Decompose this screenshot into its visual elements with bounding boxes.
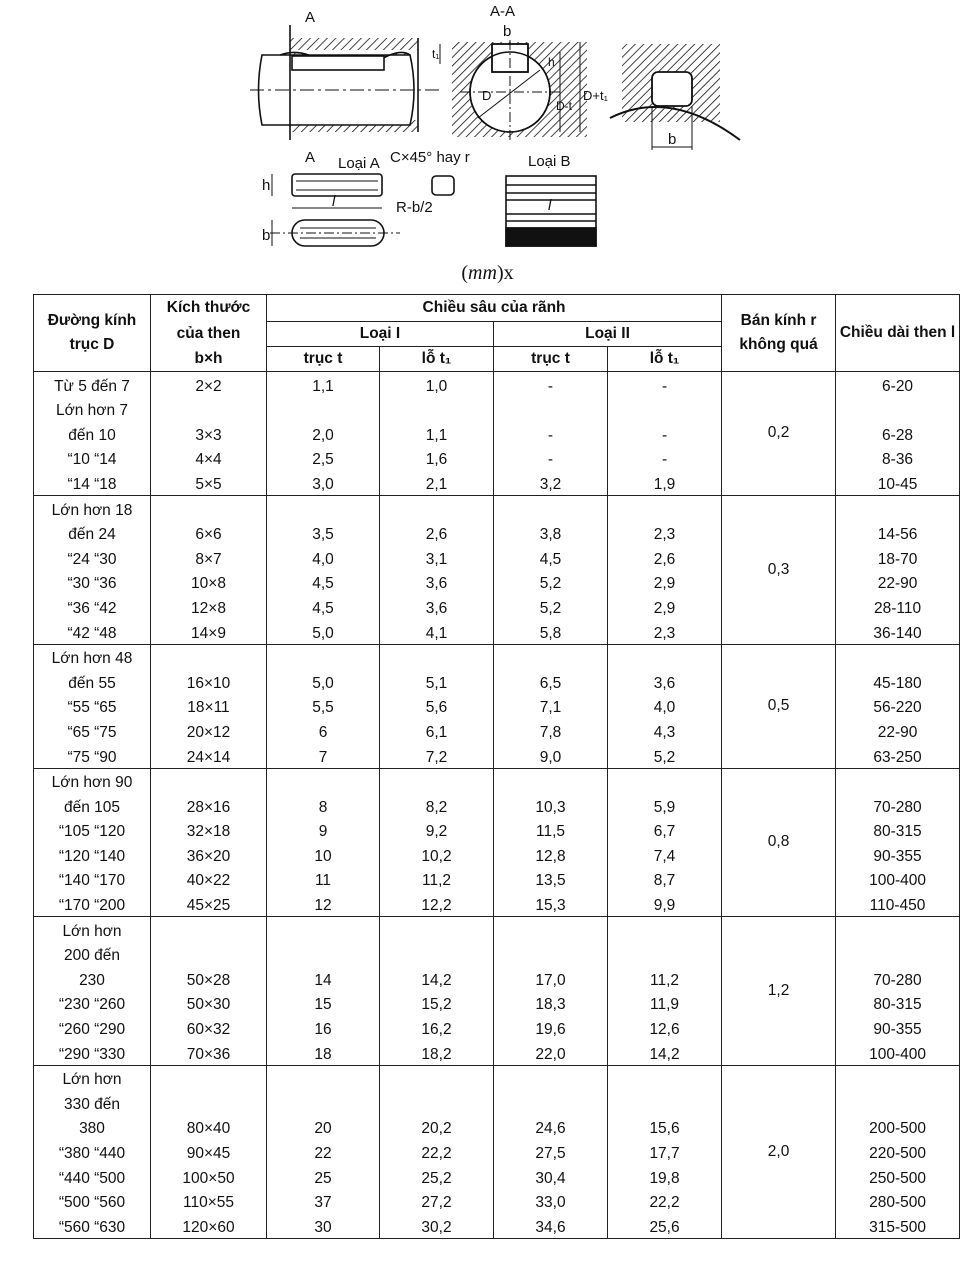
- cell-length: 18-70: [836, 545, 960, 570]
- cell-t2: 24,6: [494, 1115, 608, 1140]
- cell-t12: 8,7: [608, 867, 722, 892]
- row-group: [34, 1065, 960, 1238]
- cell-bh: [151, 1090, 267, 1115]
- cell-t12: -: [608, 421, 722, 446]
- cell-bh: [151, 495, 267, 520]
- table-row: [34, 372, 960, 397]
- cell-t2: [494, 397, 608, 422]
- label-b3: b: [668, 131, 677, 148]
- cell-bh: [151, 644, 267, 669]
- cell-t2: [494, 644, 608, 669]
- row-group: [34, 917, 960, 1066]
- cell-t: 6: [267, 718, 380, 743]
- cell-length: 6-28: [836, 421, 960, 446]
- cell-t2: 5,2: [494, 570, 608, 595]
- table-row: [34, 768, 960, 793]
- cell-length: [836, 1065, 960, 1090]
- cell-bh: 10×8: [151, 570, 267, 595]
- label-type-a: Loại A: [338, 155, 380, 172]
- cell-t2: [494, 1065, 608, 1090]
- header-depth: Chiều sâu của rãnh: [267, 295, 722, 322]
- label-b: b: [503, 23, 512, 40]
- cell-t: 2,0: [267, 421, 380, 446]
- cell-t: [267, 397, 380, 422]
- cell-bh: 5×5: [151, 470, 267, 495]
- cell-length: 90-355: [836, 842, 960, 867]
- cell-length: 100-400: [836, 867, 960, 892]
- cell-t: [267, 942, 380, 967]
- label-l2: l: [548, 197, 552, 214]
- cell-d: “560 “630: [34, 1213, 151, 1238]
- cell-length: 14-56: [836, 521, 960, 546]
- cell-t2: 10,3: [494, 793, 608, 818]
- cell-d: 230: [34, 966, 151, 991]
- cell-bh: 32×18: [151, 818, 267, 843]
- cell-t: [267, 495, 380, 520]
- cell-t2: 19,6: [494, 1015, 608, 1040]
- cell-t1: 10,2: [380, 842, 494, 867]
- cell-t12: [608, 942, 722, 967]
- cell-length: 200-500: [836, 1115, 960, 1140]
- header-diameter: Đường kính trục D: [34, 295, 151, 372]
- cell-t2: 27,5: [494, 1139, 608, 1164]
- cell-t12: 11,9: [608, 991, 722, 1016]
- cell-t: [267, 644, 380, 669]
- table-row: [34, 644, 960, 669]
- cell-d: “65 “75: [34, 718, 151, 743]
- cell-t12: 22,2: [608, 1189, 722, 1214]
- cell-d: “380 “440: [34, 1139, 151, 1164]
- cell-bh: [151, 397, 267, 422]
- cell-t1: 2,1: [380, 470, 494, 495]
- cell-t2: 3,2: [494, 470, 608, 495]
- cell-length: 22-90: [836, 570, 960, 595]
- cell-t: 22: [267, 1139, 380, 1164]
- cell-length: [836, 397, 960, 422]
- cell-t12: [608, 768, 722, 793]
- cell-t1: 2,6: [380, 521, 494, 546]
- cell-t1: [380, 917, 494, 942]
- cell-length: 56-220: [836, 694, 960, 719]
- cell-t: [267, 1065, 380, 1090]
- cell-t12: -: [608, 446, 722, 471]
- cell-t1: 3,6: [380, 594, 494, 619]
- cell-bh: 4×4: [151, 446, 267, 471]
- cell-bh: 120×60: [151, 1213, 267, 1238]
- cell-t: 10: [267, 842, 380, 867]
- cell-length: [836, 1090, 960, 1115]
- cell-t12: 25,6: [608, 1213, 722, 1238]
- cell-t12: [608, 1090, 722, 1115]
- row-group: [34, 495, 960, 644]
- cell-t: 4,5: [267, 570, 380, 595]
- cell-t1: 7,2: [380, 743, 494, 768]
- cell-t2: 12,8: [494, 842, 608, 867]
- header-shaft: trục t: [267, 347, 380, 372]
- cell-t2: -: [494, 421, 608, 446]
- cell-bh: 70×36: [151, 1040, 267, 1065]
- cell-t12: 5,2: [608, 743, 722, 768]
- cell-t1: [380, 1090, 494, 1115]
- cell-d: Lớn hơn: [34, 917, 151, 942]
- cell-t2: [494, 942, 608, 967]
- cell-t1: 11,2: [380, 867, 494, 892]
- cell-t: 4,0: [267, 545, 380, 570]
- cell-bh: 36×20: [151, 842, 267, 867]
- cell-radius: 0,2: [722, 372, 836, 496]
- header-radius: Bán kính r không quá: [722, 295, 836, 372]
- cell-t2: 7,1: [494, 694, 608, 719]
- cell-t12: 6,7: [608, 818, 722, 843]
- row-group: [34, 644, 960, 768]
- cell-d: Lớn hơn: [34, 1065, 151, 1090]
- cell-t12: 1,9: [608, 470, 722, 495]
- cell-t12: 15,6: [608, 1115, 722, 1140]
- cell-t: 9: [267, 818, 380, 843]
- cell-t12: [608, 1065, 722, 1090]
- key-drawing: [0, 0, 975, 262]
- cell-t1: 6,1: [380, 718, 494, 743]
- cell-t: 5,0: [267, 669, 380, 694]
- cell-bh: 18×11: [151, 694, 267, 719]
- cell-t2: 9,0: [494, 743, 608, 768]
- cell-t12: 2,6: [608, 545, 722, 570]
- cell-t1: 12,2: [380, 891, 494, 916]
- cell-d: 330 đến: [34, 1090, 151, 1115]
- cell-t: [267, 917, 380, 942]
- cell-bh: 60×32: [151, 1015, 267, 1040]
- cell-t1: 30,2: [380, 1213, 494, 1238]
- cell-radius: 2,0: [722, 1065, 836, 1238]
- cell-t: 3,5: [267, 521, 380, 546]
- cell-t1: 16,2: [380, 1015, 494, 1040]
- cell-t: 12: [267, 891, 380, 916]
- cell-d: “30 “36: [34, 570, 151, 595]
- cell-t12: -: [608, 372, 722, 397]
- cell-t2: -: [494, 446, 608, 471]
- row-group: [34, 372, 960, 496]
- cell-d: “42 “48: [34, 619, 151, 644]
- cell-bh: 50×28: [151, 966, 267, 991]
- cell-bh: 80×40: [151, 1115, 267, 1140]
- cell-t2: 5,8: [494, 619, 608, 644]
- cell-d: “75 “90: [34, 743, 151, 768]
- cell-length: 8-36: [836, 446, 960, 471]
- cell-t12: 14,2: [608, 1040, 722, 1065]
- cell-t: 5,5: [267, 694, 380, 719]
- cell-t: 15: [267, 991, 380, 1016]
- cell-t2: [494, 1090, 608, 1115]
- cell-t12: [608, 644, 722, 669]
- key-dimension-table: [33, 294, 960, 1239]
- cell-length: 250-500: [836, 1164, 960, 1189]
- cell-t1: 4,1: [380, 619, 494, 644]
- cell-t12: 4,0: [608, 694, 722, 719]
- cell-t12: 2,9: [608, 594, 722, 619]
- cell-bh: 2×2: [151, 372, 267, 397]
- cell-t: [267, 1090, 380, 1115]
- cell-bh: 40×22: [151, 867, 267, 892]
- cell-t: 14: [267, 966, 380, 991]
- cell-d: “36 “42: [34, 594, 151, 619]
- cell-length: 100-400: [836, 1040, 960, 1065]
- cell-d: “55 “65: [34, 694, 151, 719]
- cell-t1: 25,2: [380, 1164, 494, 1189]
- cell-t1: [380, 768, 494, 793]
- cell-bh: 3×3: [151, 421, 267, 446]
- cell-t2: -: [494, 372, 608, 397]
- cell-length: 80-315: [836, 818, 960, 843]
- cell-length: [836, 768, 960, 793]
- header-type-2: Loại II: [494, 322, 722, 347]
- cell-d: “290 “330: [34, 1040, 151, 1065]
- cell-bh: 24×14: [151, 743, 267, 768]
- label-d-plus-t1: D+t₁: [583, 88, 608, 103]
- cell-d: đến 105: [34, 793, 151, 818]
- cell-t1: 18,2: [380, 1040, 494, 1065]
- cell-t2: 34,6: [494, 1213, 608, 1238]
- cell-bh: 12×8: [151, 594, 267, 619]
- table-row: [34, 917, 960, 942]
- cell-bh: 90×45: [151, 1139, 267, 1164]
- cell-t2: 22,0: [494, 1040, 608, 1065]
- cell-t2: 3,8: [494, 521, 608, 546]
- cell-bh: [151, 942, 267, 967]
- header-key-size-3: b×h: [151, 347, 267, 372]
- cell-d: Lớn hơn 18: [34, 495, 151, 520]
- header-length: Chiều dài then l: [836, 295, 960, 372]
- label-section: A-A: [490, 3, 516, 20]
- cell-d: đến 10: [34, 421, 151, 446]
- cell-t1: 1,0: [380, 372, 494, 397]
- cell-t1: 1,6: [380, 446, 494, 471]
- cell-t: 7: [267, 743, 380, 768]
- cell-t2: 5,2: [494, 594, 608, 619]
- cell-length: 45-180: [836, 669, 960, 694]
- cell-t2: 15,3: [494, 891, 608, 916]
- cell-d: “105 “120: [34, 818, 151, 843]
- cell-t: [267, 768, 380, 793]
- cell-t12: 3,6: [608, 669, 722, 694]
- cell-t12: 4,3: [608, 718, 722, 743]
- unit-suffix: )x: [496, 262, 514, 284]
- cell-length: [836, 644, 960, 669]
- cell-bh: 45×25: [151, 891, 267, 916]
- cell-t2: [494, 768, 608, 793]
- cell-t1: 8,2: [380, 793, 494, 818]
- cell-length: 28-110: [836, 594, 960, 619]
- cell-d: “24 “30: [34, 545, 151, 570]
- cell-t: 16: [267, 1015, 380, 1040]
- cell-t2: [494, 495, 608, 520]
- cell-t1: 20,2: [380, 1115, 494, 1140]
- cell-length: 220-500: [836, 1139, 960, 1164]
- header-key-size-2: của then: [151, 322, 267, 347]
- cell-bh: 110×55: [151, 1189, 267, 1214]
- cell-d: đến 55: [34, 669, 151, 694]
- cell-length: 80-315: [836, 991, 960, 1016]
- unit-caption: (mm)x: [461, 262, 514, 284]
- cell-t1: 27,2: [380, 1189, 494, 1214]
- cell-length: 110-450: [836, 891, 960, 916]
- label-a-bottom: A: [305, 149, 316, 166]
- cell-d: “230 “260: [34, 991, 151, 1016]
- label-chamfer: C×45° hay r: [390, 149, 470, 166]
- cell-t: 30: [267, 1213, 380, 1238]
- cell-t: 20: [267, 1115, 380, 1140]
- cell-t2: 13,5: [494, 867, 608, 892]
- cell-radius: 0,8: [722, 768, 836, 917]
- cell-t: 25: [267, 1164, 380, 1189]
- cell-t12: [608, 397, 722, 422]
- cell-t12: 7,4: [608, 842, 722, 867]
- cell-t1: 5,1: [380, 669, 494, 694]
- header-hole-2: lỗ t₁: [608, 347, 722, 372]
- cell-t1: 9,2: [380, 818, 494, 843]
- cell-d: “260 “290: [34, 1015, 151, 1040]
- cell-bh: 14×9: [151, 619, 267, 644]
- cell-bh: 28×16: [151, 793, 267, 818]
- cell-t2: 4,5: [494, 545, 608, 570]
- cell-length: 10-45: [836, 470, 960, 495]
- header-type-1: Loại I: [267, 322, 494, 347]
- cell-t2: 7,8: [494, 718, 608, 743]
- cell-t12: 2,3: [608, 619, 722, 644]
- cell-length: 70-280: [836, 793, 960, 818]
- label-t1: t₁: [432, 47, 440, 61]
- cell-t12: 12,6: [608, 1015, 722, 1040]
- cell-bh: 8×7: [151, 545, 267, 570]
- cell-t2: [494, 917, 608, 942]
- cell-t1: [380, 644, 494, 669]
- cell-length: 22-90: [836, 718, 960, 743]
- label-type-b: Loại B: [528, 153, 571, 170]
- cell-radius: 0,3: [722, 495, 836, 644]
- cell-d: Lớn hơn 90: [34, 768, 151, 793]
- cell-d: 380: [34, 1115, 151, 1140]
- cell-t2: 17,0: [494, 966, 608, 991]
- cell-d: đến 24: [34, 521, 151, 546]
- cell-t: 11: [267, 867, 380, 892]
- cell-t1: [380, 495, 494, 520]
- cell-length: 90-355: [836, 1015, 960, 1040]
- label-d-minus-t: D-t: [556, 99, 572, 113]
- label-h2: h: [262, 177, 271, 194]
- cell-t: 3,0: [267, 470, 380, 495]
- cell-d: “14 “18: [34, 470, 151, 495]
- header-key-size-1: Kích thước: [151, 295, 267, 322]
- cell-bh: 6×6: [151, 521, 267, 546]
- cell-t: 37: [267, 1189, 380, 1214]
- cell-radius: 0,5: [722, 644, 836, 768]
- cell-t2: 6,5: [494, 669, 608, 694]
- row-group: [34, 768, 960, 917]
- cell-t1: [380, 942, 494, 967]
- label-b2: b: [262, 227, 271, 244]
- cell-bh: [151, 1065, 267, 1090]
- cell-t12: 5,9: [608, 793, 722, 818]
- cell-bh: 16×10: [151, 669, 267, 694]
- label-radius: R-b/2: [396, 199, 433, 216]
- cell-t12: 2,9: [608, 570, 722, 595]
- cell-d: “120 “140: [34, 842, 151, 867]
- unit-label: mm: [468, 262, 497, 284]
- cell-t1: [380, 397, 494, 422]
- label-d: D: [482, 88, 492, 103]
- cell-t: 8: [267, 793, 380, 818]
- cell-t: 5,0: [267, 619, 380, 644]
- cell-length: 70-280: [836, 966, 960, 991]
- cell-d: Lớn hơn 48: [34, 644, 151, 669]
- header-shaft-2: trục t: [494, 347, 608, 372]
- cell-t12: 17,7: [608, 1139, 722, 1164]
- label-a-top: A: [305, 9, 316, 26]
- cell-t1: 14,2: [380, 966, 494, 991]
- cell-length: 280-500: [836, 1189, 960, 1214]
- cell-t1: 5,6: [380, 694, 494, 719]
- label-h: h: [548, 55, 555, 69]
- cell-t1: 3,1: [380, 545, 494, 570]
- table-row: [34, 1065, 960, 1090]
- cell-d: “500 “560: [34, 1189, 151, 1214]
- cell-length: 63-250: [836, 743, 960, 768]
- cell-bh: 20×12: [151, 718, 267, 743]
- cell-t12: [608, 917, 722, 942]
- cell-t: 18: [267, 1040, 380, 1065]
- cell-t12: 2,3: [608, 521, 722, 546]
- table-row: [34, 495, 960, 520]
- cell-d: 200 đến: [34, 942, 151, 967]
- cell-d: “440 “500: [34, 1164, 151, 1189]
- cell-t1: 3,6: [380, 570, 494, 595]
- cell-bh: 100×50: [151, 1164, 267, 1189]
- cell-length: [836, 495, 960, 520]
- cell-length: 6-20: [836, 372, 960, 397]
- cell-t2: 11,5: [494, 818, 608, 843]
- cell-t2: 18,3: [494, 991, 608, 1016]
- cell-t1: [380, 1065, 494, 1090]
- cell-length: 315-500: [836, 1213, 960, 1238]
- cell-t12: 11,2: [608, 966, 722, 991]
- cell-t12: 19,8: [608, 1164, 722, 1189]
- cell-t12: [608, 495, 722, 520]
- cell-d: “10 “14: [34, 446, 151, 471]
- cell-t2: 30,4: [494, 1164, 608, 1189]
- cell-t1: 15,2: [380, 991, 494, 1016]
- cell-t1: 1,1: [380, 421, 494, 446]
- cell-t: 2,5: [267, 446, 380, 471]
- cell-t: 4,5: [267, 594, 380, 619]
- cell-length: [836, 942, 960, 967]
- cell-length: [836, 917, 960, 942]
- cell-radius: 1,2: [722, 917, 836, 1066]
- cell-d: “170 “200: [34, 891, 151, 916]
- label-l1: l: [332, 193, 336, 210]
- cell-t2: 33,0: [494, 1189, 608, 1214]
- cell-d: Lớn hơn 7: [34, 397, 151, 422]
- cell-t: 1,1: [267, 372, 380, 397]
- cell-d: Từ 5 đến 7: [34, 372, 151, 397]
- cell-bh: [151, 768, 267, 793]
- cell-bh: [151, 917, 267, 942]
- header-hole: lỗ t₁: [380, 347, 494, 372]
- cell-t1: 22,2: [380, 1139, 494, 1164]
- cell-length: 36-140: [836, 619, 960, 644]
- cell-bh: 50×30: [151, 991, 267, 1016]
- cell-t12: 9,9: [608, 891, 722, 916]
- cell-d: “140 “170: [34, 867, 151, 892]
